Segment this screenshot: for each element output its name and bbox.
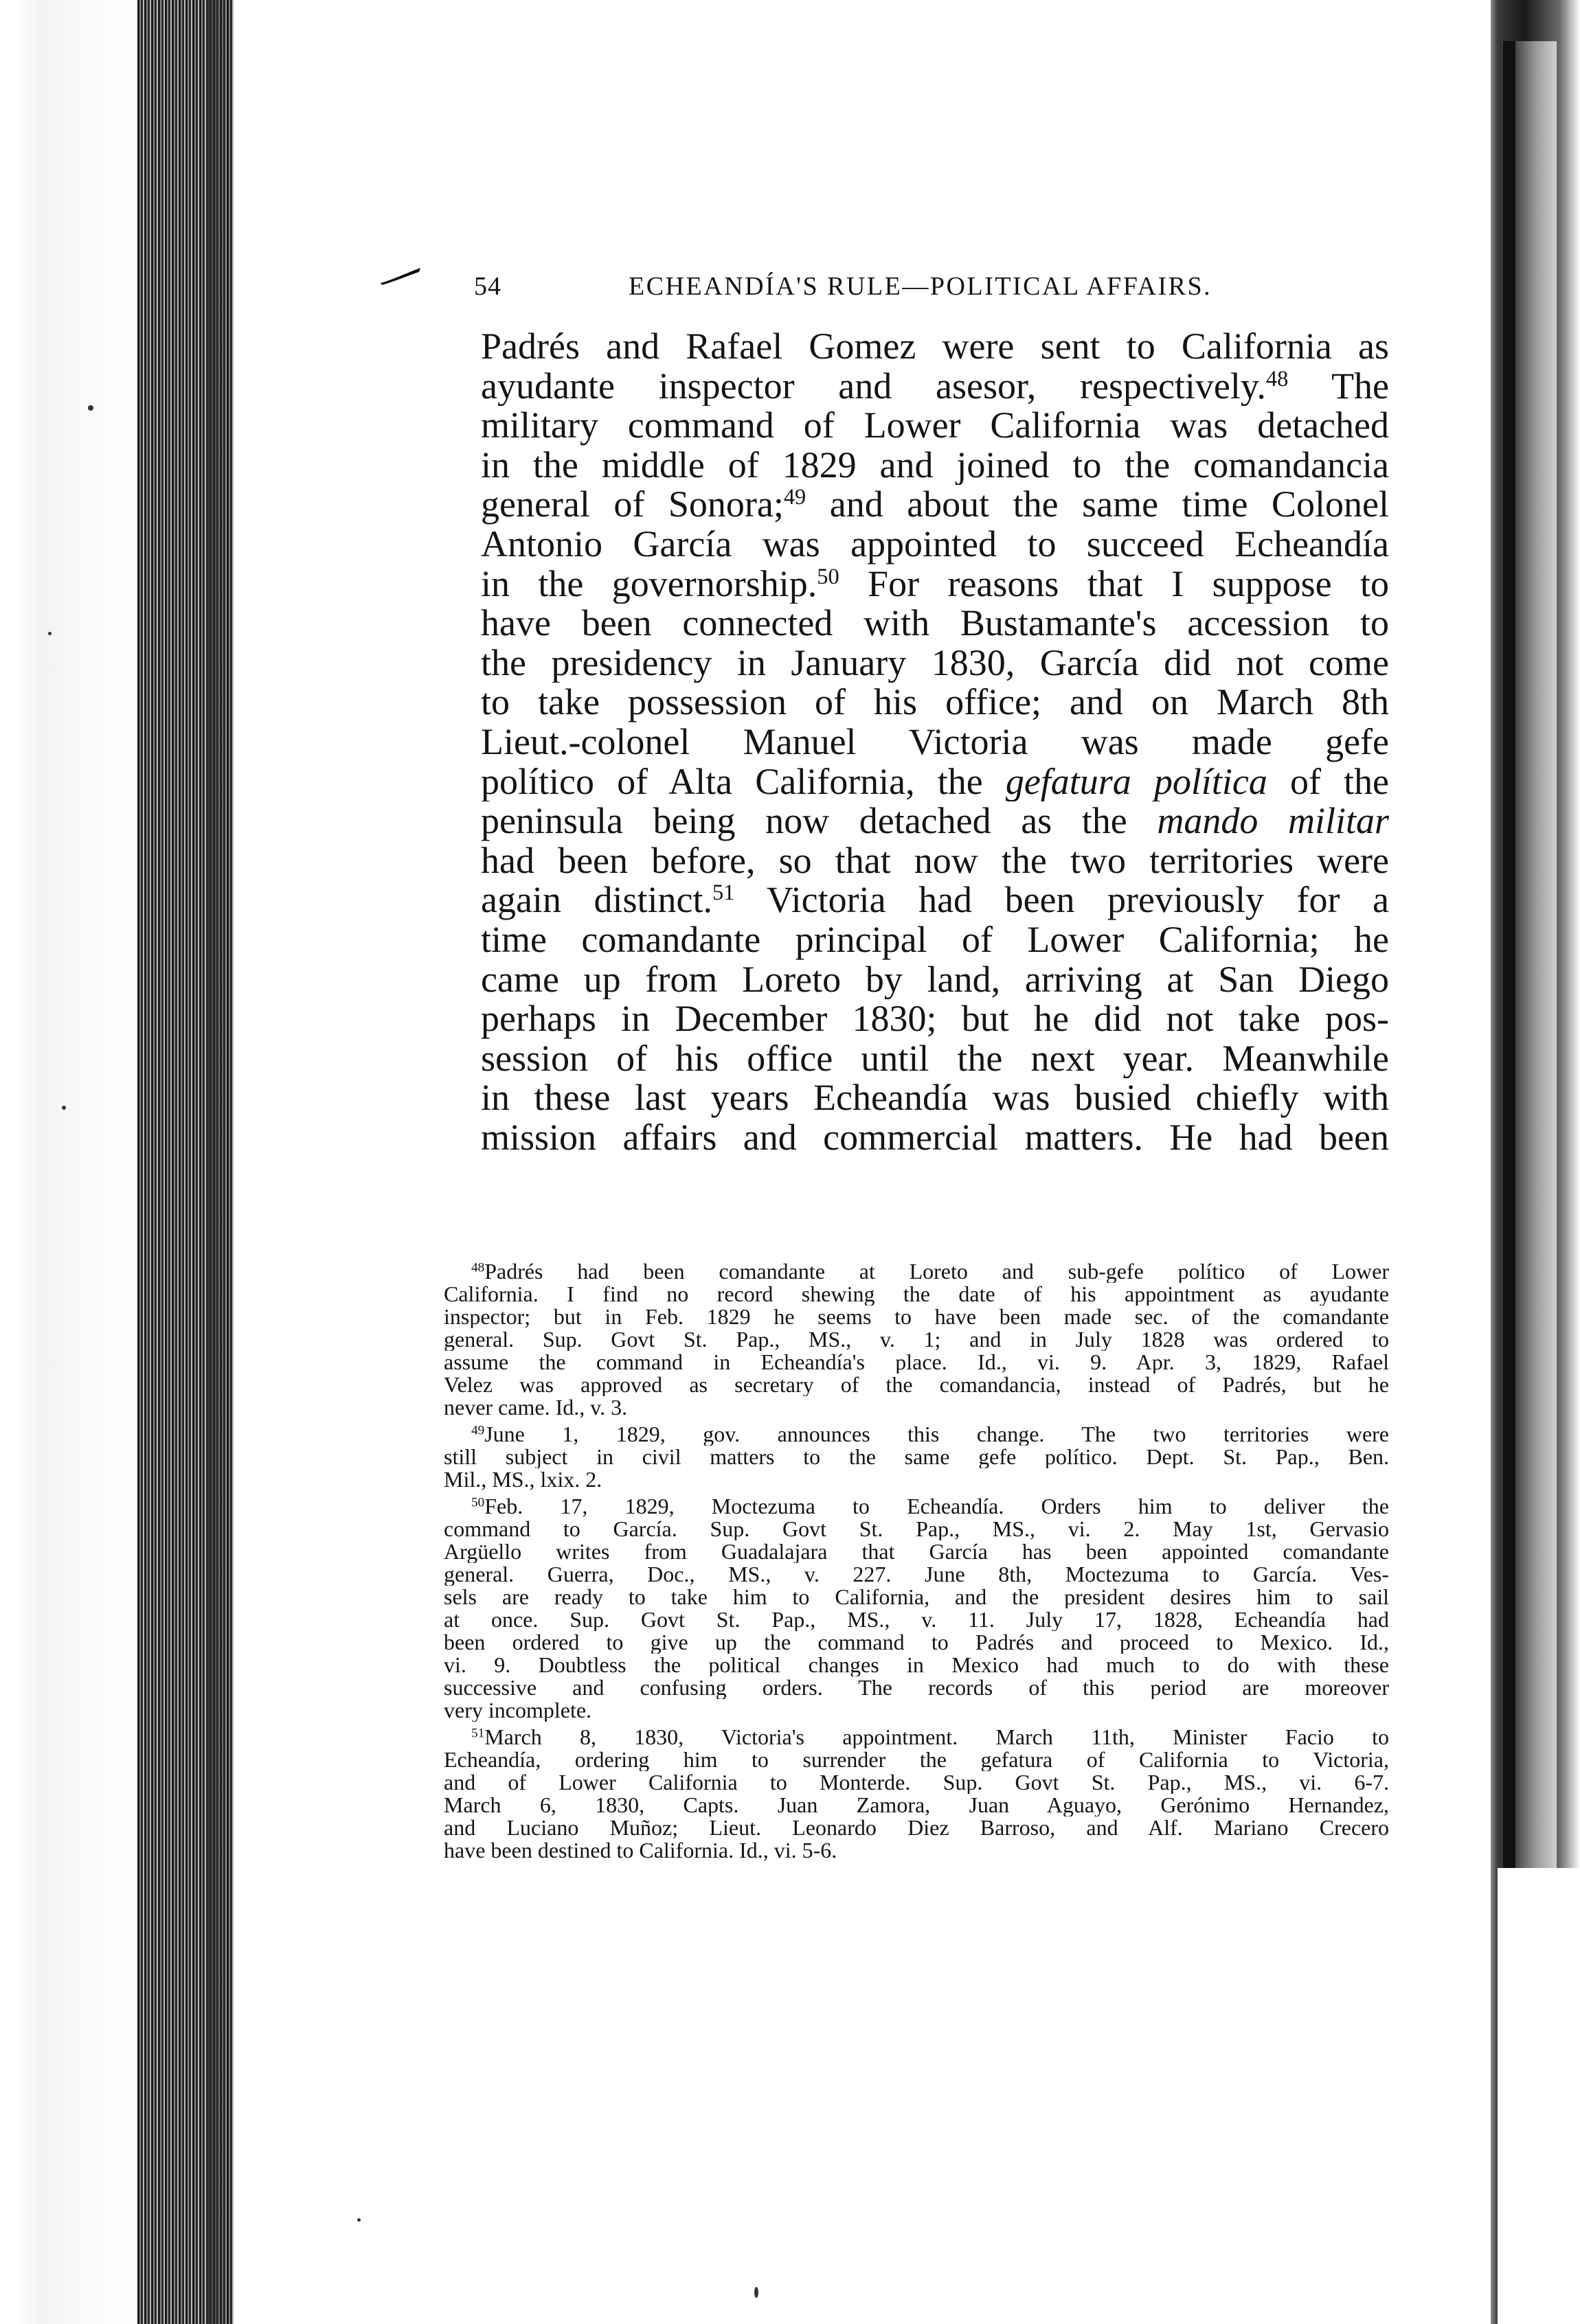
body-line: military command of Lower California was detached (481, 406, 1389, 446)
footnote-line: vi. 9. Doubtless the political changes in Mexico had much to do with these (444, 1654, 1389, 1676)
body-line: Lieut.-colonel Manuel Victoria was made gefe (481, 722, 1389, 762)
footnote-line: Argüello writes from Guadalajara that García has been appointed comandante (444, 1540, 1389, 1563)
footnote-48 (444, 1260, 1389, 1419)
page-number: 54 (474, 272, 501, 301)
right-page-edge-shade (1515, 41, 1557, 1868)
body-line: the presidency in January 1830, García did not come (481, 643, 1389, 683)
body-line: ayudante inspector and asesor, respectively.$^{48}$ The (481, 366, 1389, 407)
footnote-ref: 49 (783, 485, 806, 510)
footnote-line: Mil., MS., lxix. 2. (444, 1468, 602, 1491)
body-line: have been connected with Bustamante's accession to (481, 604, 1389, 643)
body-line: político of Alta California, the gefatura política of the (481, 762, 1389, 802)
footnote-line: $^{51}$March 8, 1830, Victoria's appointment. March 11th, Minister Facio to (471, 1726, 1389, 1748)
book-gutter-shadow (206, 0, 234, 2324)
body-line: peninsula being now detached as the mando militar (481, 801, 1389, 841)
footnote-line: have been destined to California. Id., vi. 5-6. (444, 1839, 837, 1862)
scan-background-right-lower (1498, 1868, 1580, 2324)
footnote-line: general. Sup. Govt St. Pap., MS., v. 1; and in July 1828 was ordered to (444, 1328, 1389, 1351)
footnote-line: never came. Id., v. 3. (444, 1396, 628, 1419)
body-line: in the middle of 1829 and joined to the comandancia (481, 445, 1389, 486)
footnote-line: sels are ready to take him to California, and the president desires him to sail (444, 1586, 1389, 1608)
footnotes (444, 1260, 1389, 1862)
footnote-ref: 48 (1265, 366, 1289, 391)
footnote-line: and of Lower California to Monterde. Sup. Govt St. Pap., MS., vi. 6-7. (444, 1771, 1389, 1794)
body-line: had been before, so that now the two territories were (481, 841, 1389, 881)
footnote-49 (444, 1423, 1389, 1491)
footnote-line: at once. Sup. Govt St. Pap., MS., v. 11. July 17, 1828, Echeandía had (444, 1608, 1389, 1631)
footnote-line: Echeandía, ordering him to surrender the gefatura of California to Victoria, (444, 1748, 1389, 1771)
footnote-line: been ordered to give up the command to Padrés and proceed to Mexico. Id., (444, 1631, 1389, 1654)
footnote-line: successive and confusing orders. The records of this period are moreover (444, 1676, 1389, 1699)
footnote-51 (444, 1726, 1389, 1862)
body-line: mission affairs and commercial matters. He had been (481, 1117, 1389, 1158)
footnote-line: still subject in civil matters to the same gefe político. Dept. St. Pap., Ben. (444, 1446, 1389, 1468)
footnote-line: Velez was approved as secretary of the comandancia, instead of Padrés, but he (444, 1374, 1389, 1396)
body-text (481, 327, 1389, 1157)
body-line: Antonio García was appointed to succeed Echeandía (481, 524, 1389, 565)
footnote-line: command to García. Sup. Govt St. Pap., MS., vi. 2. May 1st, Gervasio (444, 1518, 1389, 1540)
footnote-line: $^{49}$June 1, 1829, gov. announces this change. The two territories were (471, 1423, 1389, 1446)
body-line: again distinct.$^{51}$ Victoria had been previously for a (481, 880, 1389, 920)
body-line: in these last years Echeandía was busied chiefly with (481, 1078, 1389, 1118)
body-line: perhaps in December 1830; but he did not take pos- (481, 999, 1389, 1039)
footnote-line: very incomplete. (444, 1699, 592, 1722)
body-line: Padrés and Rafael Gomez were sent to California as (481, 327, 1389, 367)
body-line: general of Sonora;$^{49}$ and about the same time Colonel (481, 485, 1389, 525)
running-head (474, 271, 1381, 312)
footnote-line: assume the command in Echeandía's place. Id., vi. 9. Apr. 3, 1829, Rafael (444, 1351, 1389, 1374)
footnote-line: $^{48}$Padrés had been comandante at Loreto and sub-gefe político of Lower (471, 1260, 1389, 1283)
right-page-edge (1503, 41, 1515, 1868)
body-line: came up from Loreto by land, arriving at San Diego (481, 959, 1389, 1000)
body-line: time comandante principal of Lower California; he (481, 920, 1389, 960)
body-line: to take possession of his office; and on March 8th (481, 683, 1389, 722)
footnote-line: March 6, 1830, Capts. Juan Zamora, Juan Aguayo, Gerónimo Hernandez, (444, 1794, 1389, 1816)
footnote-ref: 50 (817, 564, 839, 589)
footnote-line: California. I find no record shewing the date of his appointment as ayudante (444, 1283, 1389, 1306)
scan-background-left (0, 0, 158, 2324)
footnote-50 (444, 1495, 1389, 1722)
running-head-title: ECHEANDÍA'S RULE—POLITICAL AFFAIRS. (629, 272, 1212, 301)
footnote-line: and Luciano Muñoz; Lieut. Leonardo Diez Barroso, and Alf. Mariano Crecero (444, 1816, 1389, 1839)
footnote-line: $^{50}$Feb. 17, 1829, Moctezuma to Echeandía. Orders him to deliver the (471, 1495, 1389, 1518)
pen-mark-icon (379, 266, 422, 286)
footnote-ref: 51 (712, 880, 735, 906)
body-line: in the governorship.$^{50}$ For reasons that I suppose to (481, 564, 1389, 604)
body-line: session of his office until the next year. Meanwhile (481, 1038, 1389, 1079)
footnote-line: general. Guerra, Doc., MS., v. 227. June 8th, Moctezuma to García. Ves- (444, 1563, 1389, 1586)
footnote-line: inspector; but in Feb. 1829 he seems to have been made sec. of the comandante (444, 1306, 1389, 1328)
